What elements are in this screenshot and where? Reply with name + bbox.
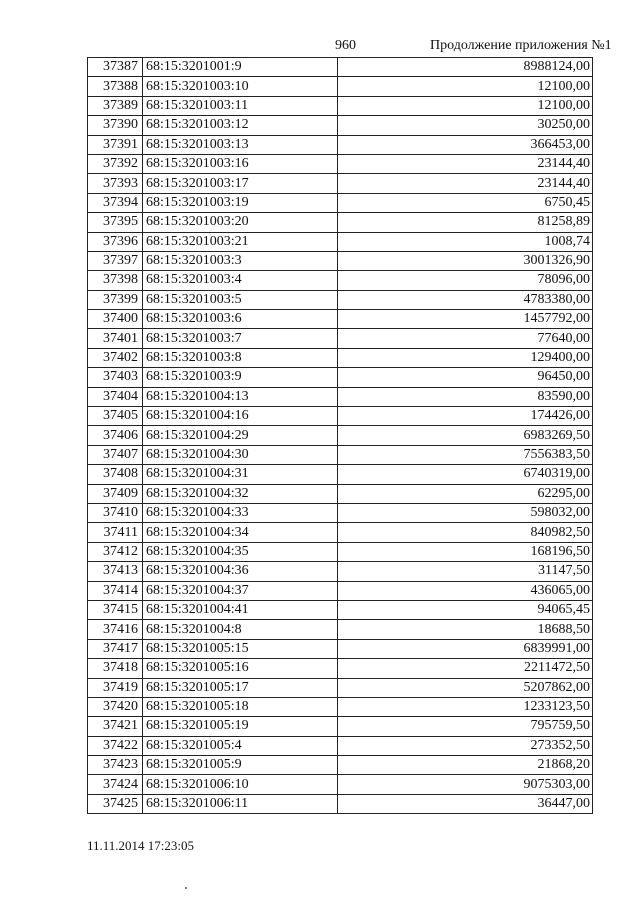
cadastral-number-cell: 68:15:3201001:9 xyxy=(143,58,338,77)
cadastral-value-cell: 436065,00 xyxy=(338,581,593,600)
row-number-cell: 37412 xyxy=(88,542,143,561)
cadastral-value-cell: 4783380,00 xyxy=(338,290,593,309)
table-row xyxy=(88,193,593,212)
cadastral-number-cell: 68:15:3201003:8 xyxy=(143,348,338,367)
cadastral-value-cell: 31147,50 xyxy=(338,562,593,581)
cadastral-value-cell: 1008,74 xyxy=(338,232,593,251)
cadastral-value-cell: 18688,50 xyxy=(338,620,593,639)
cadastral-number-cell: 68:15:3201004:41 xyxy=(143,600,338,619)
table-row xyxy=(88,581,593,600)
cadastral-value-cell: 78096,00 xyxy=(338,271,593,290)
row-number-cell: 37390 xyxy=(88,116,143,135)
table-row xyxy=(88,639,593,658)
table-row xyxy=(88,445,593,464)
table-row xyxy=(88,251,593,270)
cadastral-value-cell: 8988124,00 xyxy=(338,58,593,77)
row-number-cell: 37422 xyxy=(88,736,143,755)
cadastral-value-cell: 3001326,90 xyxy=(338,251,593,270)
cadastral-number-cell: 68:15:3201004:34 xyxy=(143,523,338,542)
cadastral-value-cell: 168196,50 xyxy=(338,542,593,561)
row-number-cell: 37393 xyxy=(88,174,143,193)
cadastral-number-cell: 68:15:3201003:6 xyxy=(143,310,338,329)
cadastral-value-cell: 129400,00 xyxy=(338,348,593,367)
row-number-cell: 37391 xyxy=(88,135,143,154)
cadastral-number-cell: 68:15:3201006:10 xyxy=(143,775,338,794)
cadastral-value-cell: 94065,45 xyxy=(338,600,593,619)
cadastral-number-cell: 68:15:3201003:7 xyxy=(143,329,338,348)
row-number-cell: 37424 xyxy=(88,775,143,794)
cadastral-number-cell: 68:15:3201003:21 xyxy=(143,232,338,251)
row-number-cell: 37409 xyxy=(88,484,143,503)
cadastral-value-cell: 2211472,50 xyxy=(338,659,593,678)
cadastral-value-cell: 366453,00 xyxy=(338,135,593,154)
cadastral-value-cell: 6750,45 xyxy=(338,193,593,212)
row-number-cell: 37413 xyxy=(88,562,143,581)
cadastral-number-cell: 68:15:3201003:20 xyxy=(143,213,338,232)
cadastral-value-cell: 1233123,50 xyxy=(338,697,593,716)
cadastral-number-cell: 68:15:3201004:32 xyxy=(143,484,338,503)
row-number-cell: 37423 xyxy=(88,756,143,775)
table-row xyxy=(88,271,593,290)
cadastral-value-cell: 1457792,00 xyxy=(338,310,593,329)
cadastral-number-cell: 68:15:3201004:8 xyxy=(143,620,338,639)
cadastral-number-cell: 68:15:3201004:13 xyxy=(143,387,338,406)
cadastral-value-cell: 840982,50 xyxy=(338,523,593,542)
cadastral-value-cell: 36447,00 xyxy=(338,794,593,813)
cadastral-number-cell: 68:15:3201005:15 xyxy=(143,639,338,658)
cadastral-number-cell: 68:15:3201005:4 xyxy=(143,736,338,755)
row-number-cell: 37400 xyxy=(88,310,143,329)
row-number-cell: 37415 xyxy=(88,600,143,619)
cadastral-value-cell: 7556383,50 xyxy=(338,445,593,464)
row-number-cell: 37399 xyxy=(88,290,143,309)
row-number-cell: 37404 xyxy=(88,387,143,406)
table-row xyxy=(88,96,593,115)
row-number-cell: 37401 xyxy=(88,329,143,348)
row-number-cell: 37398 xyxy=(88,271,143,290)
table-row xyxy=(88,523,593,542)
row-number-cell: 37421 xyxy=(88,717,143,736)
cadastral-value-cell: 6740319,00 xyxy=(338,465,593,484)
table-body xyxy=(88,58,593,814)
row-number-cell: 37405 xyxy=(88,407,143,426)
cadastral-value-cell: 96450,00 xyxy=(338,368,593,387)
cadastral-value-cell: 83590,00 xyxy=(338,387,593,406)
table-row xyxy=(88,426,593,445)
table-row xyxy=(88,717,593,736)
table-row xyxy=(88,678,593,697)
cadastral-number-cell: 68:15:3201004:37 xyxy=(143,581,338,600)
table-row xyxy=(88,174,593,193)
table-row xyxy=(88,775,593,794)
row-number-cell: 37395 xyxy=(88,213,143,232)
cadastral-value-cell: 5207862,00 xyxy=(338,678,593,697)
cadastral-number-cell: 68:15:3201005:18 xyxy=(143,697,338,716)
table-row xyxy=(88,290,593,309)
row-number-cell: 37425 xyxy=(88,794,143,813)
cadastral-number-cell: 68:15:3201005:9 xyxy=(143,756,338,775)
cadastral-number-cell: 68:15:3201003:16 xyxy=(143,154,338,173)
row-number-cell: 37419 xyxy=(88,678,143,697)
row-number-cell: 37387 xyxy=(88,58,143,77)
cadastral-number-cell: 68:15:3201003:10 xyxy=(143,77,338,96)
page-number: 960 xyxy=(335,38,356,53)
cadastral-number-cell: 68:15:3201003:19 xyxy=(143,193,338,212)
cadastral-value-cell: 30250,00 xyxy=(338,116,593,135)
cadastral-number-cell: 68:15:3201003:11 xyxy=(143,96,338,115)
row-number-cell: 37389 xyxy=(88,96,143,115)
cadastral-number-cell: 68:15:3201003:5 xyxy=(143,290,338,309)
table-row xyxy=(88,329,593,348)
table-row xyxy=(88,697,593,716)
cadastral-value-cell: 795759,50 xyxy=(338,717,593,736)
row-number-cell: 37410 xyxy=(88,503,143,522)
row-number-cell: 37402 xyxy=(88,348,143,367)
cadastral-number-cell: 68:15:3201004:29 xyxy=(143,426,338,445)
cadastral-value-cell: 81258,89 xyxy=(338,213,593,232)
cadastral-number-cell: 68:15:3201005:16 xyxy=(143,659,338,678)
cadastral-number-cell: 68:15:3201005:19 xyxy=(143,717,338,736)
row-number-cell: 37414 xyxy=(88,581,143,600)
cadastral-value-cell: 12100,00 xyxy=(338,77,593,96)
cadastral-value-cell: 273352,50 xyxy=(338,736,593,755)
row-number-cell: 37397 xyxy=(88,251,143,270)
cadastral-number-cell: 68:15:3201004:30 xyxy=(143,445,338,464)
cadastral-number-cell: 68:15:3201003:9 xyxy=(143,368,338,387)
cadastral-value-cell: 77640,00 xyxy=(338,329,593,348)
cadastral-number-cell: 68:15:3201003:3 xyxy=(143,251,338,270)
table-row xyxy=(88,465,593,484)
row-number-cell: 37407 xyxy=(88,445,143,464)
row-number-cell: 37416 xyxy=(88,620,143,639)
table-row xyxy=(88,562,593,581)
table-row xyxy=(88,659,593,678)
cadastral-value-cell: 6983269,50 xyxy=(338,426,593,445)
table-row xyxy=(88,116,593,135)
table-row xyxy=(88,213,593,232)
table-row xyxy=(88,620,593,639)
row-number-cell: 37394 xyxy=(88,193,143,212)
cadastral-number-cell: 68:15:3201004:31 xyxy=(143,465,338,484)
cadastral-value-cell: 6839991,00 xyxy=(338,639,593,658)
cadastral-number-cell: 68:15:3201004:35 xyxy=(143,542,338,561)
row-number-cell: 37406 xyxy=(88,426,143,445)
cadastral-value-table xyxy=(87,57,593,814)
table-row xyxy=(88,484,593,503)
row-number-cell: 37420 xyxy=(88,697,143,716)
table-row xyxy=(88,407,593,426)
print-timestamp: 11.11.2014 17:23:05 xyxy=(87,838,195,853)
row-number-cell: 37411 xyxy=(88,523,143,542)
row-number-cell: 37396 xyxy=(88,232,143,251)
table-row xyxy=(88,154,593,173)
table-row xyxy=(88,503,593,522)
row-number-cell: 37417 xyxy=(88,639,143,658)
cadastral-value-cell: 21868,20 xyxy=(338,756,593,775)
appendix-continuation-label: Продолжение приложения №1 xyxy=(430,38,612,53)
cadastral-value-cell: 174426,00 xyxy=(338,407,593,426)
row-number-cell: 37408 xyxy=(88,465,143,484)
table-row xyxy=(88,348,593,367)
scan-dot-mark xyxy=(185,887,187,889)
cadastral-number-cell: 68:15:3201004:36 xyxy=(143,562,338,581)
table-row xyxy=(88,58,593,77)
row-number-cell: 37392 xyxy=(88,154,143,173)
table-row xyxy=(88,135,593,154)
cadastral-value-cell: 12100,00 xyxy=(338,96,593,115)
table-row xyxy=(88,232,593,251)
cadastral-value-cell: 23144,40 xyxy=(338,174,593,193)
table-row xyxy=(88,368,593,387)
cadastral-number-cell: 68:15:3201003:17 xyxy=(143,174,338,193)
cadastral-number-cell: 68:15:3201005:17 xyxy=(143,678,338,697)
table-row xyxy=(88,542,593,561)
cadastral-value-cell: 9075303,00 xyxy=(338,775,593,794)
cadastral-number-cell: 68:15:3201003:12 xyxy=(143,116,338,135)
table-row xyxy=(88,736,593,755)
cadastral-value-cell: 62295,00 xyxy=(338,484,593,503)
row-number-cell: 37388 xyxy=(88,77,143,96)
cadastral-number-cell: 68:15:3201004:33 xyxy=(143,503,338,522)
row-number-cell: 37403 xyxy=(88,368,143,387)
table-row xyxy=(88,794,593,813)
table-row xyxy=(88,310,593,329)
table-row xyxy=(88,387,593,406)
cadastral-value-cell: 598032,00 xyxy=(338,503,593,522)
cadastral-value-cell: 23144,40 xyxy=(338,154,593,173)
table-row xyxy=(88,756,593,775)
cadastral-number-cell: 68:15:3201006:11 xyxy=(143,794,338,813)
table-row xyxy=(88,600,593,619)
row-number-cell: 37418 xyxy=(88,659,143,678)
table-row xyxy=(88,77,593,96)
cadastral-number-cell: 68:15:3201003:4 xyxy=(143,271,338,290)
cadastral-number-cell: 68:15:3201003:13 xyxy=(143,135,338,154)
cadastral-number-cell: 68:15:3201004:16 xyxy=(143,407,338,426)
